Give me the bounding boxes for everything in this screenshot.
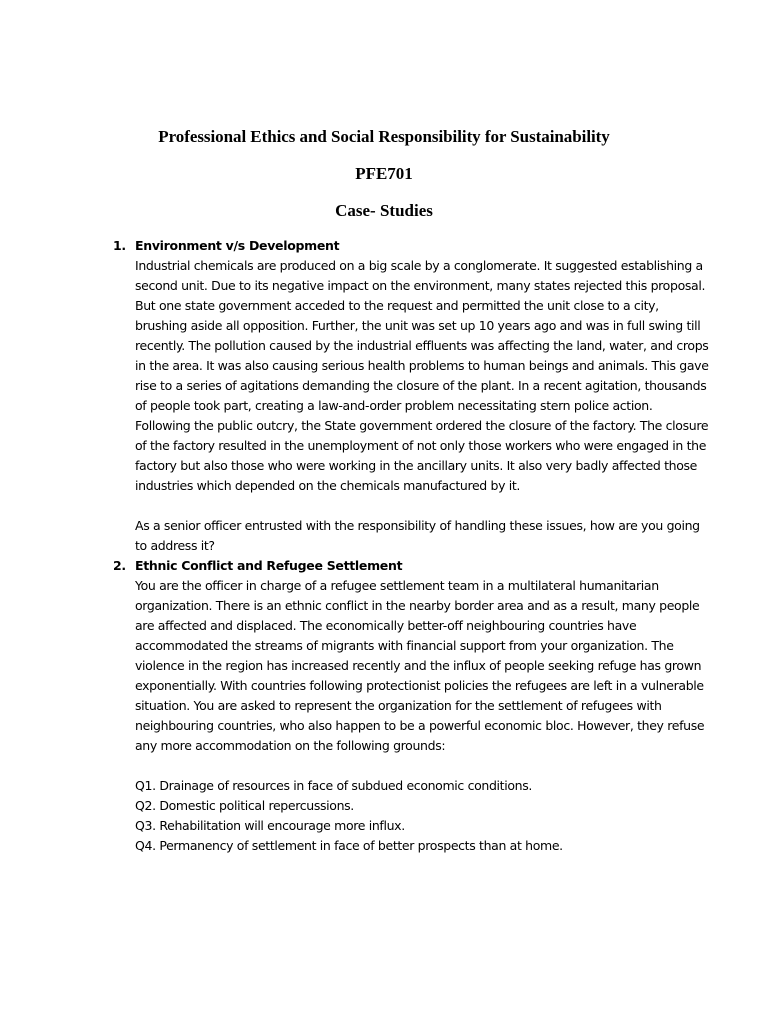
paragraph-line: But one state government acceded to the request and permitted the unit close to a city, <box>135 298 659 313</box>
paragraph-line: violence in the region has increased recently and the influx of people seeking refuge has grown <box>135 658 702 673</box>
case-heading: Ethnic Conflict and Refugee Settlement <box>135 558 403 573</box>
paragraph-line: rise to a series of agitations demanding the closure of the plant. In a recent agitation, thousands <box>135 378 707 393</box>
paragraph-line: neighbouring countries, who also happen to be a powerful economic bloc. However, they refuse <box>135 718 705 733</box>
document-subtitle: Case- Studies <box>335 201 433 220</box>
paragraph-line: Industrial chemicals are produced on a big scale by a conglomerate. It suggested establishing a <box>135 258 703 273</box>
paragraph-line: Q4. Permanency of settlement in face of better prospects than at home. <box>135 838 563 853</box>
paragraph-line: to address it? <box>135 538 215 553</box>
paragraph-line: Q3. Rehabilitation will encourage more influx. <box>135 818 405 833</box>
paragraph-line: industries which depended on the chemicals manufactured by it. <box>135 478 521 493</box>
case-number: 1. <box>113 238 126 253</box>
paragraph-line: of the factory resulted in the unemployment of not only those workers who were engaged in the <box>135 438 707 453</box>
paragraph-line: any more accommodation on the following grounds: <box>135 738 446 753</box>
paragraph-line: factory but also those who were working in the ancillary units. It also very badly affected those <box>135 458 698 473</box>
paragraph-line: second unit. Due to its negative impact on the environment, many states rejected this proposal. <box>135 278 706 293</box>
document-title: Professional Ethics and Social Responsibility for Sustainability <box>158 127 610 146</box>
paragraph-line: Q1. Drainage of resources in face of subdued economic conditions. <box>135 778 533 793</box>
case-heading: Environment v/s Development <box>135 238 340 253</box>
course-code: PFE701 <box>355 164 413 183</box>
paragraph-line: recently. The pollution caused by the industrial effluents was affecting the land, water, and crops <box>135 338 709 353</box>
paragraph-line: exponentially. With countries following protectionist policies the refugees are left in a vulnerable <box>135 678 704 693</box>
paragraph-line: brushing aside all opposition. Further, the unit was set up 10 years ago and was in full swing till <box>135 318 701 333</box>
case-number: 2. <box>113 558 126 573</box>
paragraph-line: As a senior officer entrusted with the responsibility of handling these issues, how are you going <box>135 518 700 533</box>
paragraph-line: You are the officer in charge of a refugee settlement team in a multilateral humanitarian <box>135 578 659 593</box>
paragraph-line: of people took part, creating a law-and-order problem necessitating stern police action. <box>135 398 653 413</box>
paragraph-line: are affected and displaced. The economically better-off neighbouring countries have <box>135 618 637 633</box>
paragraph-line: accommodated the streams of migrants with financial support from your organization. The <box>135 638 674 653</box>
paragraph-line: Following the public outcry, the State government ordered the closure of the factory. The closure <box>135 418 709 433</box>
paragraph-line: situation. You are asked to represent the organization for the settlement of refugees with <box>135 698 662 713</box>
paragraph-line: in the area. It was also causing serious health problems to human beings and animals. This gave <box>135 358 709 373</box>
paragraph-line: organization. There is an ethnic conflict in the nearby border area and as a result, many people <box>135 598 700 613</box>
paragraph-line: Q2. Domestic political repercussions. <box>135 798 354 813</box>
